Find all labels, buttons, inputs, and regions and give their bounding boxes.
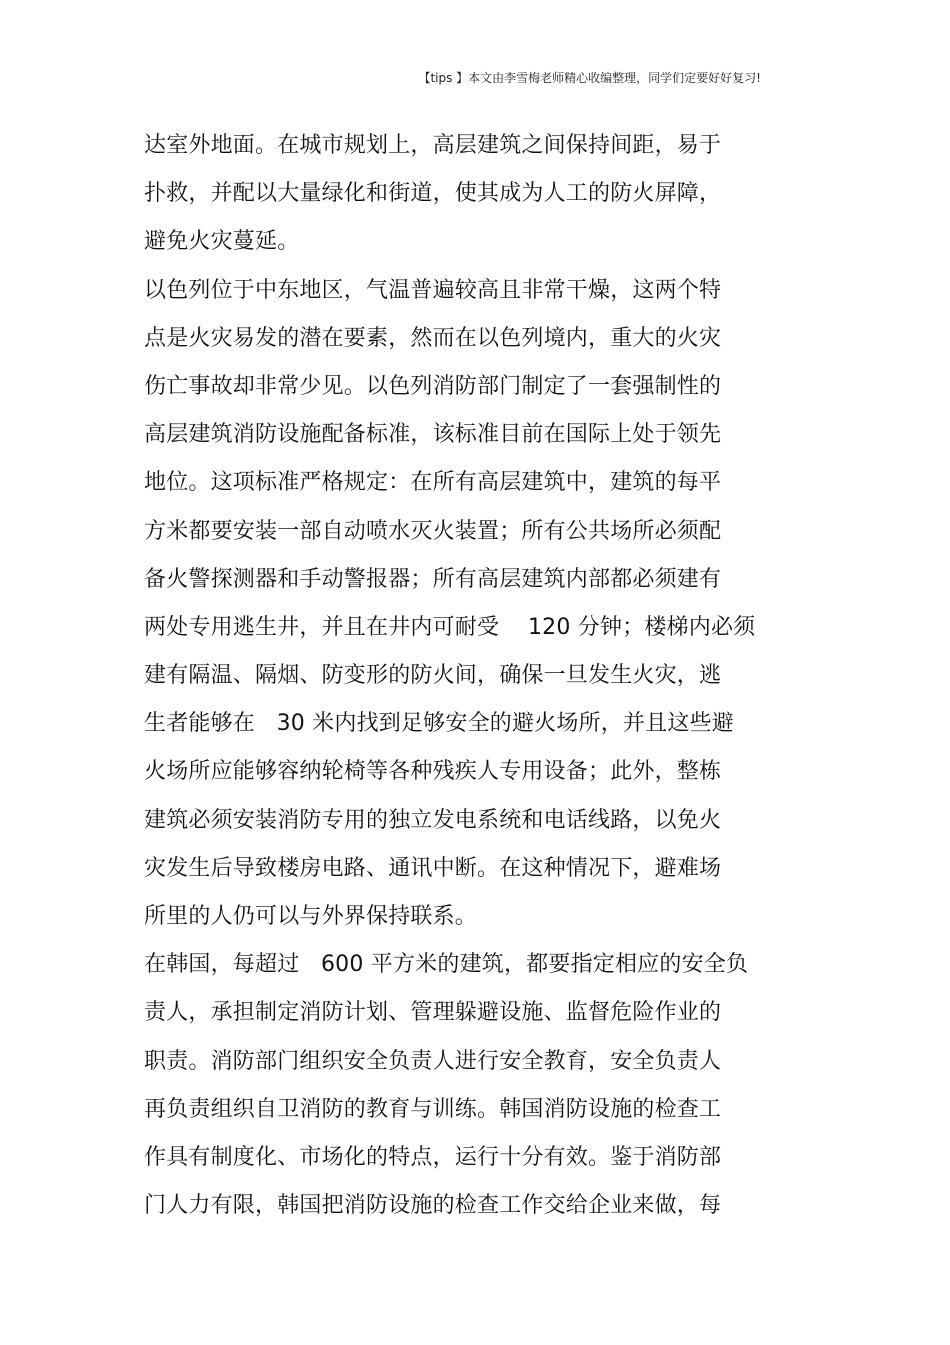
text-line: 建有隔温、隔烟、防变形的防火间，确保一旦发生火灾，逃 [144, 663, 722, 689]
text-line: 作具有制度化、市场化的特点，运行十分有效。鉴于消防部 [144, 1144, 722, 1170]
document-body [144, 128, 844, 1236]
text-line: 两处专用逃生井，并且在井内可耐受 120 分钟；楼梯内必须 [144, 614, 756, 640]
text-line: 地位。这项标准严格规定：在所有高层建筑中，建筑的每平 [144, 470, 722, 496]
text-line: 所里的人仍可以与外界保持联系。 [144, 904, 478, 929]
text-line: 火场所应能够容纳轮椅等各种残疾人专用设备；此外，整栋 [144, 759, 722, 785]
header-tip: 【tips 】本文由李雪梅老师精心收编整理，同学们定要好好复习! [418, 71, 761, 85]
text-line: 点是火灾易发的潜在要素，然而在以色列境内，重大的火灾 [144, 325, 722, 351]
text-line: 灾发生后导致楼房电路、通讯中断。在这种情况下，避难场 [144, 855, 722, 881]
text-line: 避免火灾蔓延。 [144, 229, 300, 255]
text-line: 扑救，并配以大量绿化和街道，使其成为人工的防火屏障， [144, 181, 722, 207]
text-line: 以色列位于中东地区，气温普遍较高且非常干燥，这两个特 [144, 277, 722, 303]
text-line: 伤亡事故却非常少见。以色列消防部门制定了一套强制性的 [144, 373, 722, 399]
text-line: 职责。消防部门组织安全负责人进行安全教育，安全负责人 [144, 1048, 722, 1074]
text-line: 责人，承担制定消防计划、管理躲避设施、监督危险作业的 [144, 1000, 722, 1026]
text-line: 达室外地面。在城市规划上，高层建筑之间保持间距，易于 [144, 133, 722, 158]
text-line: 高层建筑消防设施配备标准，该标准目前在国际上处于领先 [144, 422, 722, 448]
text-line: 方米都要安装一部自动喷水灭火装置；所有公共场所必须配 [144, 518, 722, 544]
text-line: 生者能够在 30 米内找到足够安全的避火场所，并且这些避 [144, 711, 734, 737]
text-line: 再负责组织自卫消防的教育与训练。韩国消防设施的检查工 [144, 1096, 722, 1122]
text-line: 备火警探测器和手动警报器；所有高层建筑内部都必须建有 [144, 566, 722, 592]
text-line: 门人力有限，韩国把消防设施的检查工作交给企业来做，每 [144, 1193, 722, 1219]
text-line: 建筑必须安装消防专用的独立发电系统和电话线路，以免火 [144, 807, 722, 833]
text-line: 在韩国，每超过 600 平方米的建筑，都要指定相应的安全负 [144, 952, 749, 978]
